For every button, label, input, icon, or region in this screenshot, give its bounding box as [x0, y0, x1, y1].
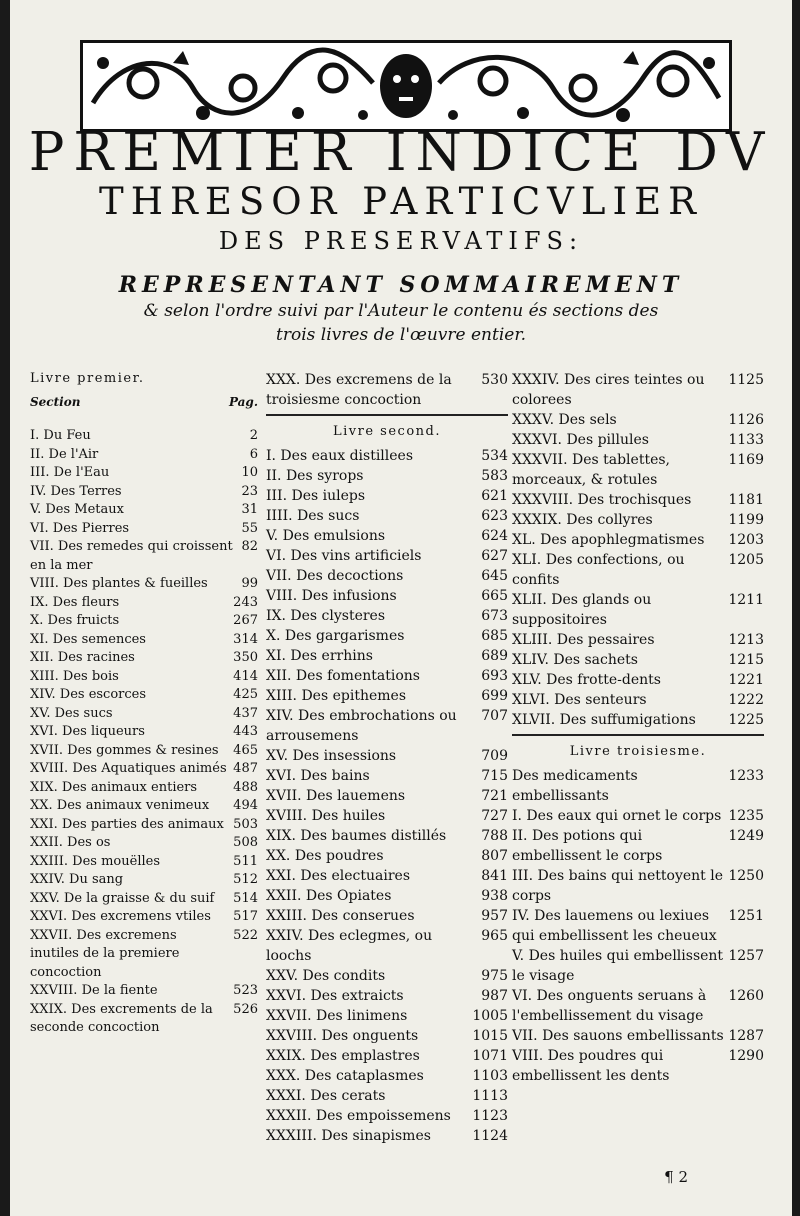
- book-three-heading: Livre troisiesme.: [569, 744, 707, 759]
- entry-page-number: 665: [481, 588, 508, 604]
- entry-title: XV. Des sucs: [30, 705, 113, 721]
- entry-title: XIX. Des animaux entiers: [30, 779, 198, 795]
- index-entry: [30, 742, 258, 761]
- entry-page-number: 82: [241, 539, 258, 554]
- entry-title: XXII. Des Opiates: [266, 888, 392, 904]
- entry-page-number: 583: [481, 468, 508, 484]
- entry-page-number: 788: [481, 828, 508, 844]
- index-entry: [30, 908, 258, 927]
- index-entry: [30, 834, 258, 853]
- entry-page-number: 623: [481, 508, 508, 524]
- entry-page-number: 975: [481, 968, 508, 984]
- entry-title: XI. Des errhins: [266, 648, 373, 664]
- entry-page-number: 693: [481, 668, 508, 684]
- index-entry: [30, 686, 258, 705]
- index-entry: [512, 710, 764, 730]
- index-entry: [512, 370, 764, 410]
- book-three-entries: [512, 766, 764, 1086]
- index-entry: [266, 646, 508, 666]
- book-two-entries-continued: [512, 370, 764, 730]
- index-entry: [266, 466, 508, 486]
- entry-title: XLI. Des confections, ou confits: [512, 552, 685, 588]
- entry-page-number: 715: [481, 768, 508, 784]
- entry-page-number: 1199: [728, 512, 764, 528]
- index-entry: [30, 446, 258, 465]
- index-entry: [512, 510, 764, 530]
- book-two-heading: Livre second.: [333, 424, 441, 439]
- entry-title: II. Des syrops: [266, 468, 364, 484]
- entry-page-number: 23: [241, 483, 258, 499]
- entry-page-number: 1005: [472, 1008, 508, 1024]
- book-one-entries: [30, 427, 258, 1038]
- entry-page-number: 31: [241, 502, 258, 517]
- index-entry: [512, 410, 764, 430]
- entry-title: VI. Des Pierres: [30, 520, 130, 536]
- entry-page-number: 1213: [728, 632, 764, 648]
- entry-title: XXVII. Des excremens inutiles de la premiere concoction: [30, 927, 180, 980]
- entry-title: I. Des eaux distillees: [266, 448, 414, 464]
- entry-page-number: 1126: [728, 412, 764, 428]
- entry-page-number: 1215: [728, 652, 764, 668]
- index-entry: [512, 906, 764, 946]
- entry-title: XXXV. Des sels: [512, 412, 617, 428]
- index-entry: [512, 530, 764, 550]
- entry-page-number: 437: [233, 705, 258, 721]
- book-one-continued-entries: [266, 370, 508, 410]
- entry-title: VIII. Des plantes & fueilles: [30, 576, 208, 591]
- index-entry: [30, 705, 258, 724]
- entry-title: XXX. Des cataplasmes: [266, 1068, 424, 1084]
- entry-page-number: 1113: [472, 1088, 508, 1104]
- index-entry: [266, 686, 508, 706]
- entry-title: XXXVI. Des pillules: [512, 432, 649, 448]
- entry-page-number: 1257: [728, 948, 764, 964]
- index-entry: [512, 866, 764, 906]
- index-entry: [512, 1026, 764, 1046]
- entry-page-number: 243: [233, 594, 258, 610]
- entry-title: XXIV. Du sang: [30, 872, 124, 887]
- entry-page-number: 512: [233, 872, 258, 887]
- index-entry: [30, 982, 258, 1001]
- index-entry: [30, 612, 258, 631]
- entry-page-number: 488: [233, 779, 258, 795]
- index-entry: [30, 538, 258, 575]
- entry-page-number: 314: [233, 631, 258, 647]
- entry-title: II. De l'Air: [30, 446, 99, 462]
- entry-title: III. Des iuleps: [266, 488, 366, 504]
- entry-page-number: 1123: [472, 1108, 508, 1124]
- entry-page-number: 957: [481, 908, 508, 924]
- entry-title: II. Des potions qui embellissent le corps: [512, 828, 663, 864]
- entry-page-number: 645: [481, 568, 508, 584]
- index-entry: [30, 853, 258, 872]
- entry-title: XXV. De la graisse & du suif: [30, 890, 215, 906]
- entry-page-number: 523: [233, 983, 258, 998]
- entry-page-number: 689: [481, 648, 508, 664]
- index-entry: [266, 526, 508, 546]
- entry-title: V. Des emulsions: [266, 528, 386, 544]
- entry-page-number: 511: [233, 853, 258, 869]
- index-entry: [266, 1106, 508, 1126]
- entry-title: Des medicaments embellissants: [512, 768, 638, 804]
- entry-title: VIII. Des infusions: [266, 588, 397, 604]
- index-entry: [512, 450, 764, 490]
- index-entry: [30, 649, 258, 668]
- entry-title: XX. Des animaux venimeux: [30, 798, 210, 813]
- entry-title: XVII. Des lauemens: [266, 788, 406, 804]
- index-entry: [30, 631, 258, 650]
- index-entry: [266, 606, 508, 626]
- entry-page-number: 534: [481, 448, 508, 464]
- section-rule: [512, 734, 764, 736]
- entry-page-number: 1203: [728, 532, 764, 548]
- entry-page-number: 503: [233, 816, 258, 832]
- entry-page-number: 721: [481, 788, 508, 804]
- entry-title: XXXVII. Des tablettes, morceaux, & rotules: [512, 452, 670, 488]
- entry-page-number: 530: [481, 372, 508, 388]
- page-label: Pag.: [228, 394, 258, 409]
- index-entry: [512, 590, 764, 630]
- index-entry: [266, 370, 508, 410]
- index-entry: [30, 890, 258, 909]
- index-entry: [266, 706, 508, 746]
- index-entry: [266, 566, 508, 586]
- title-line-3: DES PRESERVATIFS:: [218, 227, 584, 255]
- column-book-two: [266, 370, 508, 1146]
- index-entry: [30, 779, 258, 798]
- index-entry: [512, 946, 764, 986]
- entry-title: XIII. Des epithemes: [266, 688, 406, 704]
- signature-mark: ¶ 2: [664, 1168, 688, 1186]
- entry-title: VII. Des remedes qui croissent en la mer: [30, 539, 233, 573]
- entry-page-number: 1211: [728, 592, 764, 608]
- book-one-heading: Livre premier.: [30, 371, 145, 386]
- entry-title: XXIII. Des mouëlles: [30, 853, 160, 869]
- index-entry: [512, 1046, 764, 1086]
- index-entry: [512, 766, 764, 806]
- entry-title: VIII. Des poudres qui embellissent les dents: [512, 1048, 670, 1084]
- entry-title: XLVI. Des senteurs: [512, 692, 647, 708]
- entry-title: X. Des gargarismes: [266, 628, 405, 644]
- entry-title: XIII. Des bois: [30, 668, 119, 684]
- index-entry: [266, 906, 508, 926]
- index-entry: [266, 926, 508, 966]
- column-book-one: [30, 370, 258, 1038]
- entry-page-number: 965: [481, 928, 508, 944]
- entry-page-number: 707: [481, 708, 508, 724]
- index-entry: [266, 486, 508, 506]
- entry-title: IV. Des Terres: [30, 483, 122, 499]
- entry-page-number: 1249: [728, 828, 764, 844]
- entry-title: III. De l'Eau: [30, 465, 110, 480]
- section-rule: [266, 414, 508, 416]
- index-entry: [30, 760, 258, 779]
- entry-title: V. Des huiles qui embellissent le visage: [512, 948, 724, 984]
- entry-title: V. Des Metaux: [30, 502, 124, 517]
- entry-page-number: 1103: [472, 1068, 508, 1084]
- entry-page-number: 624: [481, 528, 508, 544]
- index-entry: [266, 886, 508, 906]
- entry-page-number: 1222: [728, 692, 764, 708]
- entry-page-number: 987: [481, 988, 508, 1004]
- subtitle-line-1: & selon l'ordre suivi par l'Auteur le contenu és sections des: [143, 301, 659, 321]
- entry-page-number: 10: [241, 465, 258, 480]
- index-entry: [30, 501, 258, 520]
- index-entry: [30, 797, 258, 816]
- entry-title: XVIII. Des Aquatiques animés: [30, 761, 227, 776]
- entry-page-number: 99: [241, 576, 258, 591]
- index-entry: [30, 668, 258, 687]
- subtitle-line-2: trois livres de l'œuvre entier.: [276, 325, 526, 345]
- entry-title: XXI. Des parties des animaux: [30, 816, 224, 832]
- ornament-illustration: [83, 43, 729, 129]
- entry-page-number: 1221: [728, 672, 764, 688]
- index-entry: [30, 483, 258, 502]
- index-entry: [30, 427, 258, 446]
- index-entry: [512, 490, 764, 510]
- entry-title: XXIV. Des eclegmes, ou loochs: [266, 928, 433, 964]
- entry-title: XLV. Des frotte-dents: [512, 672, 661, 688]
- entry-page-number: 1250: [728, 868, 764, 884]
- entry-title: XLIV. Des sachets: [512, 652, 638, 668]
- entry-title: XXXVIII. Des trochisques: [512, 492, 692, 508]
- entry-page-number: 699: [481, 688, 508, 704]
- entry-page-number: 1169: [728, 452, 764, 468]
- index-entry: [30, 594, 258, 613]
- entry-page-number: 1260: [728, 988, 764, 1004]
- entry-page-number: 350: [233, 650, 258, 665]
- index-entry: [512, 690, 764, 710]
- entry-title: XXIX. Des excrements de la seconde concoction: [30, 1001, 213, 1035]
- index-entry: [266, 666, 508, 686]
- entry-title: XIV. Des escorces: [30, 687, 147, 702]
- index-entry: [266, 1126, 508, 1146]
- entry-title: IX. Des fleurs: [30, 594, 120, 610]
- index-entry: [512, 986, 764, 1026]
- entry-page-number: 425: [233, 687, 258, 702]
- entry-title: XLVII. Des suffumigations: [512, 712, 696, 728]
- index-entry: [266, 626, 508, 646]
- entry-title: XX. Des poudres: [266, 848, 384, 864]
- entry-title: XXXIV. Des cires teintes ou colorees: [512, 372, 705, 408]
- index-entry: [266, 866, 508, 886]
- entry-page-number: 414: [233, 668, 258, 684]
- index-entry: [266, 546, 508, 566]
- index-entry: [266, 1086, 508, 1106]
- index-entry: [30, 723, 258, 742]
- entry-page-number: 685: [481, 628, 508, 644]
- entry-title: XVIII. Des huiles: [266, 808, 386, 824]
- index-entry: [266, 1006, 508, 1026]
- entry-title: XIX. Des baumes distillés: [266, 828, 447, 844]
- entry-title: VI. Des onguents seruans à l'embellissement du visage: [512, 988, 707, 1024]
- entry-title: VI. Des vins artificiels: [266, 548, 422, 564]
- index-entry: [30, 927, 258, 983]
- entry-page-number: 6: [249, 446, 258, 462]
- entry-page-number: 1251: [728, 908, 764, 924]
- entry-title: XXXII. Des empoissemens: [266, 1108, 451, 1124]
- entry-title: XII. Des fomentations: [266, 668, 420, 684]
- entry-title: XIV. Des embrochations ou arrousemens: [266, 708, 457, 744]
- entry-page-number: 841: [481, 868, 508, 884]
- entry-title: XXI. Des electuaires: [266, 868, 411, 884]
- entry-title: XXX. Des excremens de la troisiesme concoction: [266, 372, 452, 408]
- entry-title: VII. Des decoctions: [266, 568, 404, 584]
- entry-title: XXXI. Des cerats: [266, 1088, 386, 1104]
- entry-page-number: 2: [249, 428, 258, 443]
- book-one-column-labels: [30, 393, 258, 412]
- index-entry: [266, 1026, 508, 1046]
- entry-page-number: 1125: [728, 372, 764, 388]
- entry-title: XV. Des insessions: [266, 748, 397, 764]
- index-entry: [266, 786, 508, 806]
- index-entry: [266, 766, 508, 786]
- entry-title: XVI. Des bains: [266, 768, 370, 784]
- entry-page-number: 487: [233, 761, 258, 776]
- entry-page-number: 1181: [728, 492, 764, 508]
- index-entry: [30, 871, 258, 890]
- index-entry: [266, 1066, 508, 1086]
- entry-title: XVII. Des gommes & resines: [30, 742, 219, 758]
- entry-title: XXVIII. Des onguents: [266, 1028, 419, 1044]
- entry-page-number: 727: [481, 808, 508, 824]
- entry-page-number: 1205: [728, 552, 764, 568]
- entry-title: IIII. Des sucs: [266, 508, 360, 524]
- entry-title: XXXIX. Des collyres: [512, 512, 653, 528]
- entry-page-number: 1071: [472, 1048, 508, 1064]
- entry-title: I. Des eaux qui ornet le corps: [512, 808, 722, 824]
- entry-title: XXVII. Des linimens: [266, 1008, 408, 1024]
- index-entry: [266, 586, 508, 606]
- entry-page-number: 514: [233, 890, 258, 906]
- index-entry: [266, 446, 508, 466]
- entry-title: XII. Des racines: [30, 650, 135, 665]
- index-entry: [30, 520, 258, 539]
- entry-title: XXIX. Des emplastres: [266, 1048, 420, 1064]
- entry-page-number: 1233: [728, 768, 764, 784]
- entry-title: XI. Des semences: [30, 631, 146, 647]
- index-entry: [266, 846, 508, 866]
- book-two-entries: [266, 446, 508, 1146]
- entry-page-number: 1287: [728, 1028, 764, 1044]
- entry-title: XL. Des apophlegmatismes: [512, 532, 705, 548]
- title-line-4: REPRESENTANT SOMMAIREMENT: [118, 272, 684, 298]
- index-entry: [30, 1001, 258, 1038]
- entry-page-number: 673: [481, 608, 508, 624]
- index-entry: [512, 650, 764, 670]
- entry-title: I. Du Feu: [30, 428, 91, 443]
- index-entry: [512, 550, 764, 590]
- index-entry: [266, 826, 508, 846]
- decorative-headband: [80, 40, 732, 132]
- index-entry: [512, 826, 764, 866]
- index-entry: [30, 816, 258, 835]
- entry-title: XXV. Des condits: [266, 968, 386, 984]
- index-entry: [266, 506, 508, 526]
- index-entry: [266, 746, 508, 766]
- book-page: [10, 0, 792, 1216]
- section-label: Section: [30, 394, 81, 409]
- entry-page-number: 526: [233, 1001, 258, 1017]
- entry-page-number: 267: [233, 613, 258, 628]
- entry-title: IV. Des lauemens ou lexiues qui embellissent les cheueux: [512, 908, 717, 944]
- index-entry: [512, 430, 764, 450]
- entry-page-number: 443: [233, 724, 258, 739]
- entry-page-number: 627: [481, 548, 508, 564]
- entry-title: XXII. Des os: [30, 835, 111, 850]
- index-entry: [266, 986, 508, 1006]
- index-entry: [30, 464, 258, 483]
- entry-page-number: 1015: [472, 1028, 508, 1044]
- entry-page-number: 522: [233, 927, 258, 943]
- entry-page-number: 1235: [728, 808, 764, 824]
- index-entry: [512, 806, 764, 826]
- entry-title: XXVI. Des extraicts: [266, 988, 404, 1004]
- index-entry: [512, 630, 764, 650]
- entry-title: XLII. Des glands ou suppositoires: [512, 592, 652, 628]
- entry-title: X. Des fruicts: [30, 613, 120, 628]
- entry-page-number: 1225: [728, 712, 764, 728]
- entry-page-number: 1290: [728, 1048, 764, 1064]
- entry-title: XLIII. Des pessaires: [512, 632, 655, 648]
- index-entry: [266, 806, 508, 826]
- entry-title: XXIII. Des conserues: [266, 908, 415, 924]
- entry-title: III. Des bains qui nettoyent le corps: [512, 868, 724, 904]
- index-entry: [30, 575, 258, 594]
- entry-page-number: 55: [241, 520, 258, 536]
- entry-page-number: 494: [233, 798, 258, 813]
- entry-page-number: 517: [233, 909, 258, 924]
- index-entry: [266, 1046, 508, 1066]
- entry-page-number: 1133: [728, 432, 764, 448]
- index-entry: [512, 670, 764, 690]
- entry-page-number: 938: [481, 888, 508, 904]
- entry-page-number: 508: [233, 835, 258, 850]
- title-line-1: PREMIER INDICE DV: [28, 122, 774, 183]
- entry-page-number: 807: [481, 848, 508, 864]
- entry-title: XXXIII. Des sinapismes: [266, 1128, 431, 1144]
- entry-page-number: 709: [481, 748, 508, 764]
- entry-title: XXVI. Des excremens vtiles: [30, 909, 211, 924]
- title-line-2: THRESOR PARTICVLIER: [99, 180, 703, 223]
- index-entry: [266, 966, 508, 986]
- entry-page-number: 621: [481, 488, 508, 504]
- column-book-two-continued: [512, 370, 764, 1086]
- entry-title: XVI. Des liqueurs: [30, 724, 145, 739]
- entry-title: VII. Des sauons embellissants: [512, 1028, 724, 1044]
- entry-title: XXVIII. De la fiente: [30, 983, 158, 998]
- entry-title: IX. Des clysteres: [266, 608, 386, 624]
- entry-page-number: 1124: [472, 1128, 508, 1144]
- entry-page-number: 465: [233, 742, 258, 758]
